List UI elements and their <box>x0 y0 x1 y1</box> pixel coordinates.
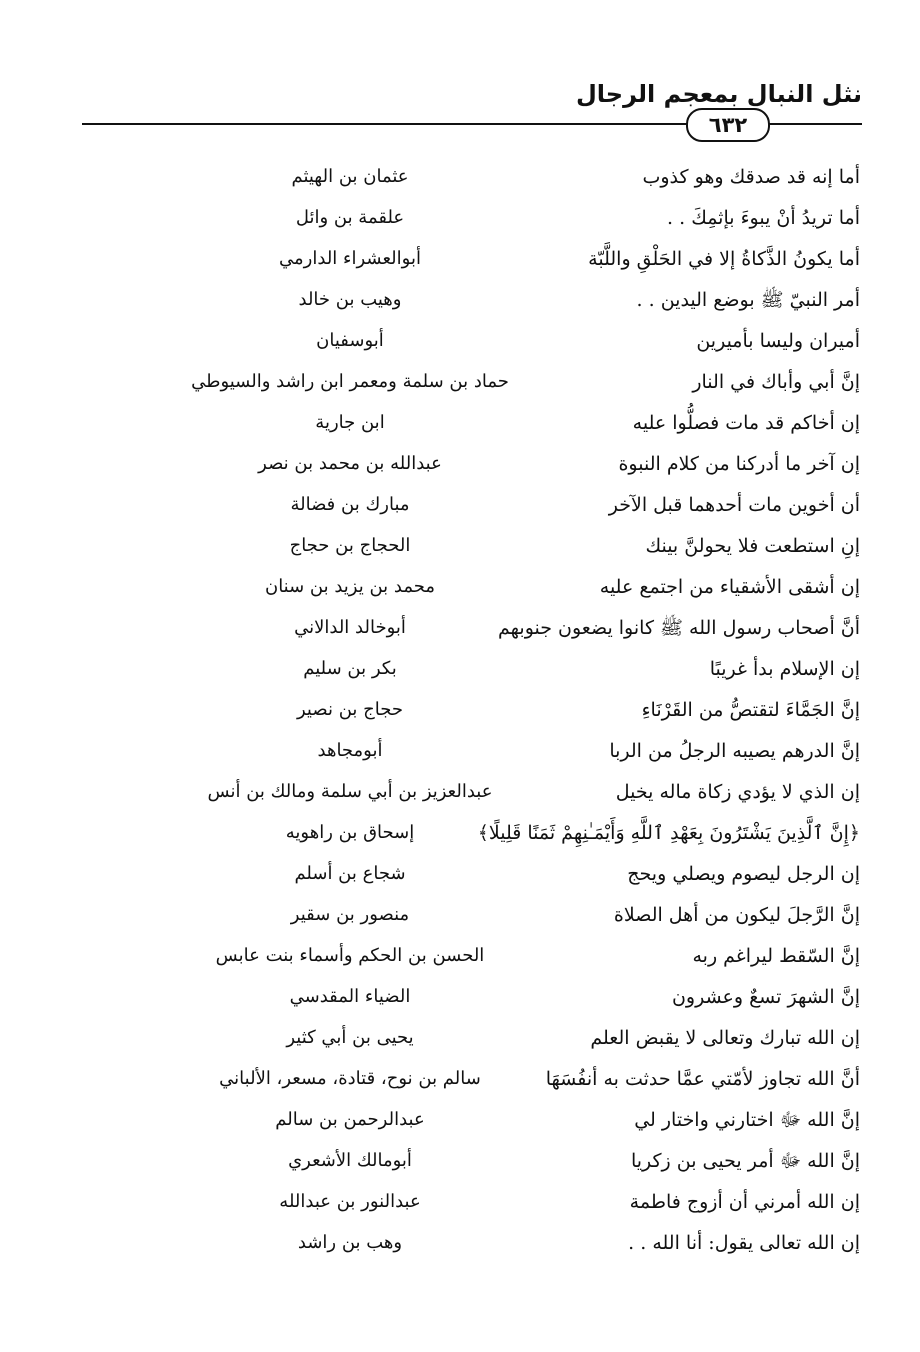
narrator-name: مبارك بن فضالة <box>290 494 410 515</box>
index-entry <box>0 570 920 611</box>
index-entry <box>0 980 920 1021</box>
narrator-name: يحيى بن أبي كثير <box>286 1027 414 1048</box>
narrator-name: أبوالعشراء الدارمي <box>279 248 421 269</box>
hadith-incipit: إن أشقى الأشقياء من اجتمع عليه <box>599 576 860 598</box>
hadith-incipit: إنَّ الجَمَّاءَ لتقتصُّ من القَرْنَاءِ <box>641 699 860 721</box>
index-entry <box>0 324 920 365</box>
narrator-name: أبومالك الأشعري <box>288 1150 412 1171</box>
narrator-name: سالم بن نوح، قتادة، مسعر، الألباني <box>219 1068 481 1089</box>
narrator-name: أبوخالد الدالاني <box>294 617 406 638</box>
narrator-name: عبدالعزيز بن أبي سلمة ومالك بن أنس <box>207 781 493 802</box>
hadith-index-list <box>0 160 920 1267</box>
index-entry <box>0 611 920 652</box>
index-entry <box>0 1226 920 1267</box>
index-entry <box>0 1021 920 1062</box>
index-entry <box>0 1185 920 1226</box>
hadith-incipit: إنَّ الله ﷻ أمر يحيى بن زكريا <box>630 1150 860 1172</box>
index-entry <box>0 201 920 242</box>
hadith-incipit: إن الله تبارك وتعالى لا يقبض العلم <box>590 1027 860 1049</box>
narrator-name: ابن جارية <box>315 412 385 433</box>
narrator-name: شجاع بن أسلم <box>294 863 406 884</box>
index-entry <box>0 1062 920 1103</box>
hadith-incipit: إن الرجل ليصوم ويصلي ويحج <box>627 863 860 885</box>
hadith-incipit: إنَّ أبي وأباك في النار <box>692 371 860 393</box>
narrator-name: أبوسفيان <box>316 330 384 351</box>
hadith-incipit: إن الله أمرني أن أزوج فاطمة <box>629 1191 860 1213</box>
hadith-incipit: أما يكونُ الذَّكاةُ إلا في الحَلْقِ واللَّبّة <box>588 248 860 270</box>
index-entry <box>0 734 920 775</box>
index-entry <box>0 898 920 939</box>
hadith-incipit: أما إنه قد صدقك وهو كذوب <box>642 166 860 188</box>
book-title: نثل النبال بمعجم الرجال <box>575 80 862 108</box>
index-entry <box>0 488 920 529</box>
hadith-incipit: إنَّ الله ﷻ اختارني واختار لي <box>634 1109 860 1131</box>
index-entry <box>0 652 920 693</box>
narrator-name: عبدالنور بن عبدالله <box>279 1191 421 1212</box>
index-entry <box>0 857 920 898</box>
hadith-incipit: إنِ استطعت فلا يحولنَّ بينك <box>645 535 860 557</box>
hadith-incipit: أنَّ أصحاب رسول الله ﷺ كانوا يضعون جنوبهم <box>498 617 860 639</box>
narrator-name: بكر بن سليم <box>303 658 397 679</box>
narrator-name: حماد بن سلمة ومعمر ابن راشد والسيوطي <box>191 371 509 392</box>
hadith-incipit: إنَّ الدرهم يصيبه الرجلُ من الربا <box>609 740 860 762</box>
index-entry <box>0 775 920 816</box>
hadith-incipit: أنَّ الله تجاوز لأمّتي عمَّا حدثت به أنفُسَهَا <box>545 1068 860 1090</box>
narrator-name: منصور بن سقير <box>290 904 410 925</box>
index-entry <box>0 365 920 406</box>
hadith-incipit: إن أخاكم قد مات فصلُّوا عليه <box>632 412 860 434</box>
narrator-name: عبدالله بن محمد بن نصر <box>258 453 442 474</box>
hadith-incipit: إن الإسلام بدأ غريبًا <box>709 658 860 680</box>
index-entry <box>0 693 920 734</box>
page-number: ٦٣٢ <box>686 108 770 142</box>
narrator-name: الحسن بن الحكم وأسماء بنت عابس <box>215 945 485 966</box>
narrator-name: حجاج بن نصير <box>297 699 403 720</box>
index-entry <box>0 160 920 201</box>
index-entry <box>0 529 920 570</box>
hadith-incipit: إن الذي لا يؤدي زكاة ماله يخيل <box>615 781 860 803</box>
hadith-incipit: أمر النبيّ ﷺ بوضع اليدين . . <box>636 289 860 311</box>
index-entry <box>0 406 920 447</box>
narrator-name: إسحاق بن راهويه <box>285 822 415 843</box>
hadith-incipit: ﴿إِنَّ ٱلَّذِينَ يَشْتَرُونَ بِعَهْدِ ٱللَّهِ وَأَيْمَـٰنِهِمْ ثَمَنًا قَلِيلًا﴾ <box>477 822 860 844</box>
hadith-incipit: أما تريدُ أنْ يبوءَ بإثمِكَ . . <box>667 207 860 229</box>
narrator-name: الضياء المقدسي <box>289 986 411 1007</box>
index-entry <box>0 447 920 488</box>
narrator-name: وهيب بن خالد <box>298 289 402 310</box>
hadith-incipit: إن الله تعالى يقول: أنا الله . . <box>628 1232 860 1254</box>
narrator-name: أبومجاهد <box>317 740 383 761</box>
hadith-incipit: إنَّ الرَّجلَ ليكون من أهل الصلاة <box>613 904 860 926</box>
hadith-incipit: إنَّ السّقط ليراغم ربه <box>692 945 860 967</box>
index-entry <box>0 816 920 857</box>
narrator-name: عبدالرحمن بن سالم <box>275 1109 425 1130</box>
narrator-name: محمد بن يزيد بن سنان <box>264 576 436 597</box>
index-entry <box>0 283 920 324</box>
narrator-name: الحجاج بن حجاج <box>289 535 411 556</box>
page-header <box>82 80 862 150</box>
hadith-incipit: أن أخوين مات أحدهما قبل الآخر <box>608 494 860 516</box>
index-entry <box>0 939 920 980</box>
index-entry <box>0 242 920 283</box>
narrator-name: عثمان بن الهيثم <box>291 166 409 187</box>
hadith-incipit: إنَّ الشهرَ تسعٌ وعشرون <box>671 986 860 1008</box>
narrator-name: علقمة بن وائل <box>295 207 405 228</box>
hadith-incipit: إن آخر ما أدركنا من كلام النبوة <box>618 453 860 475</box>
index-entry <box>0 1144 920 1185</box>
index-entry <box>0 1103 920 1144</box>
narrator-name: وهب بن راشد <box>297 1232 403 1253</box>
hadith-incipit: أميران وليسا بأميرين <box>696 330 860 352</box>
